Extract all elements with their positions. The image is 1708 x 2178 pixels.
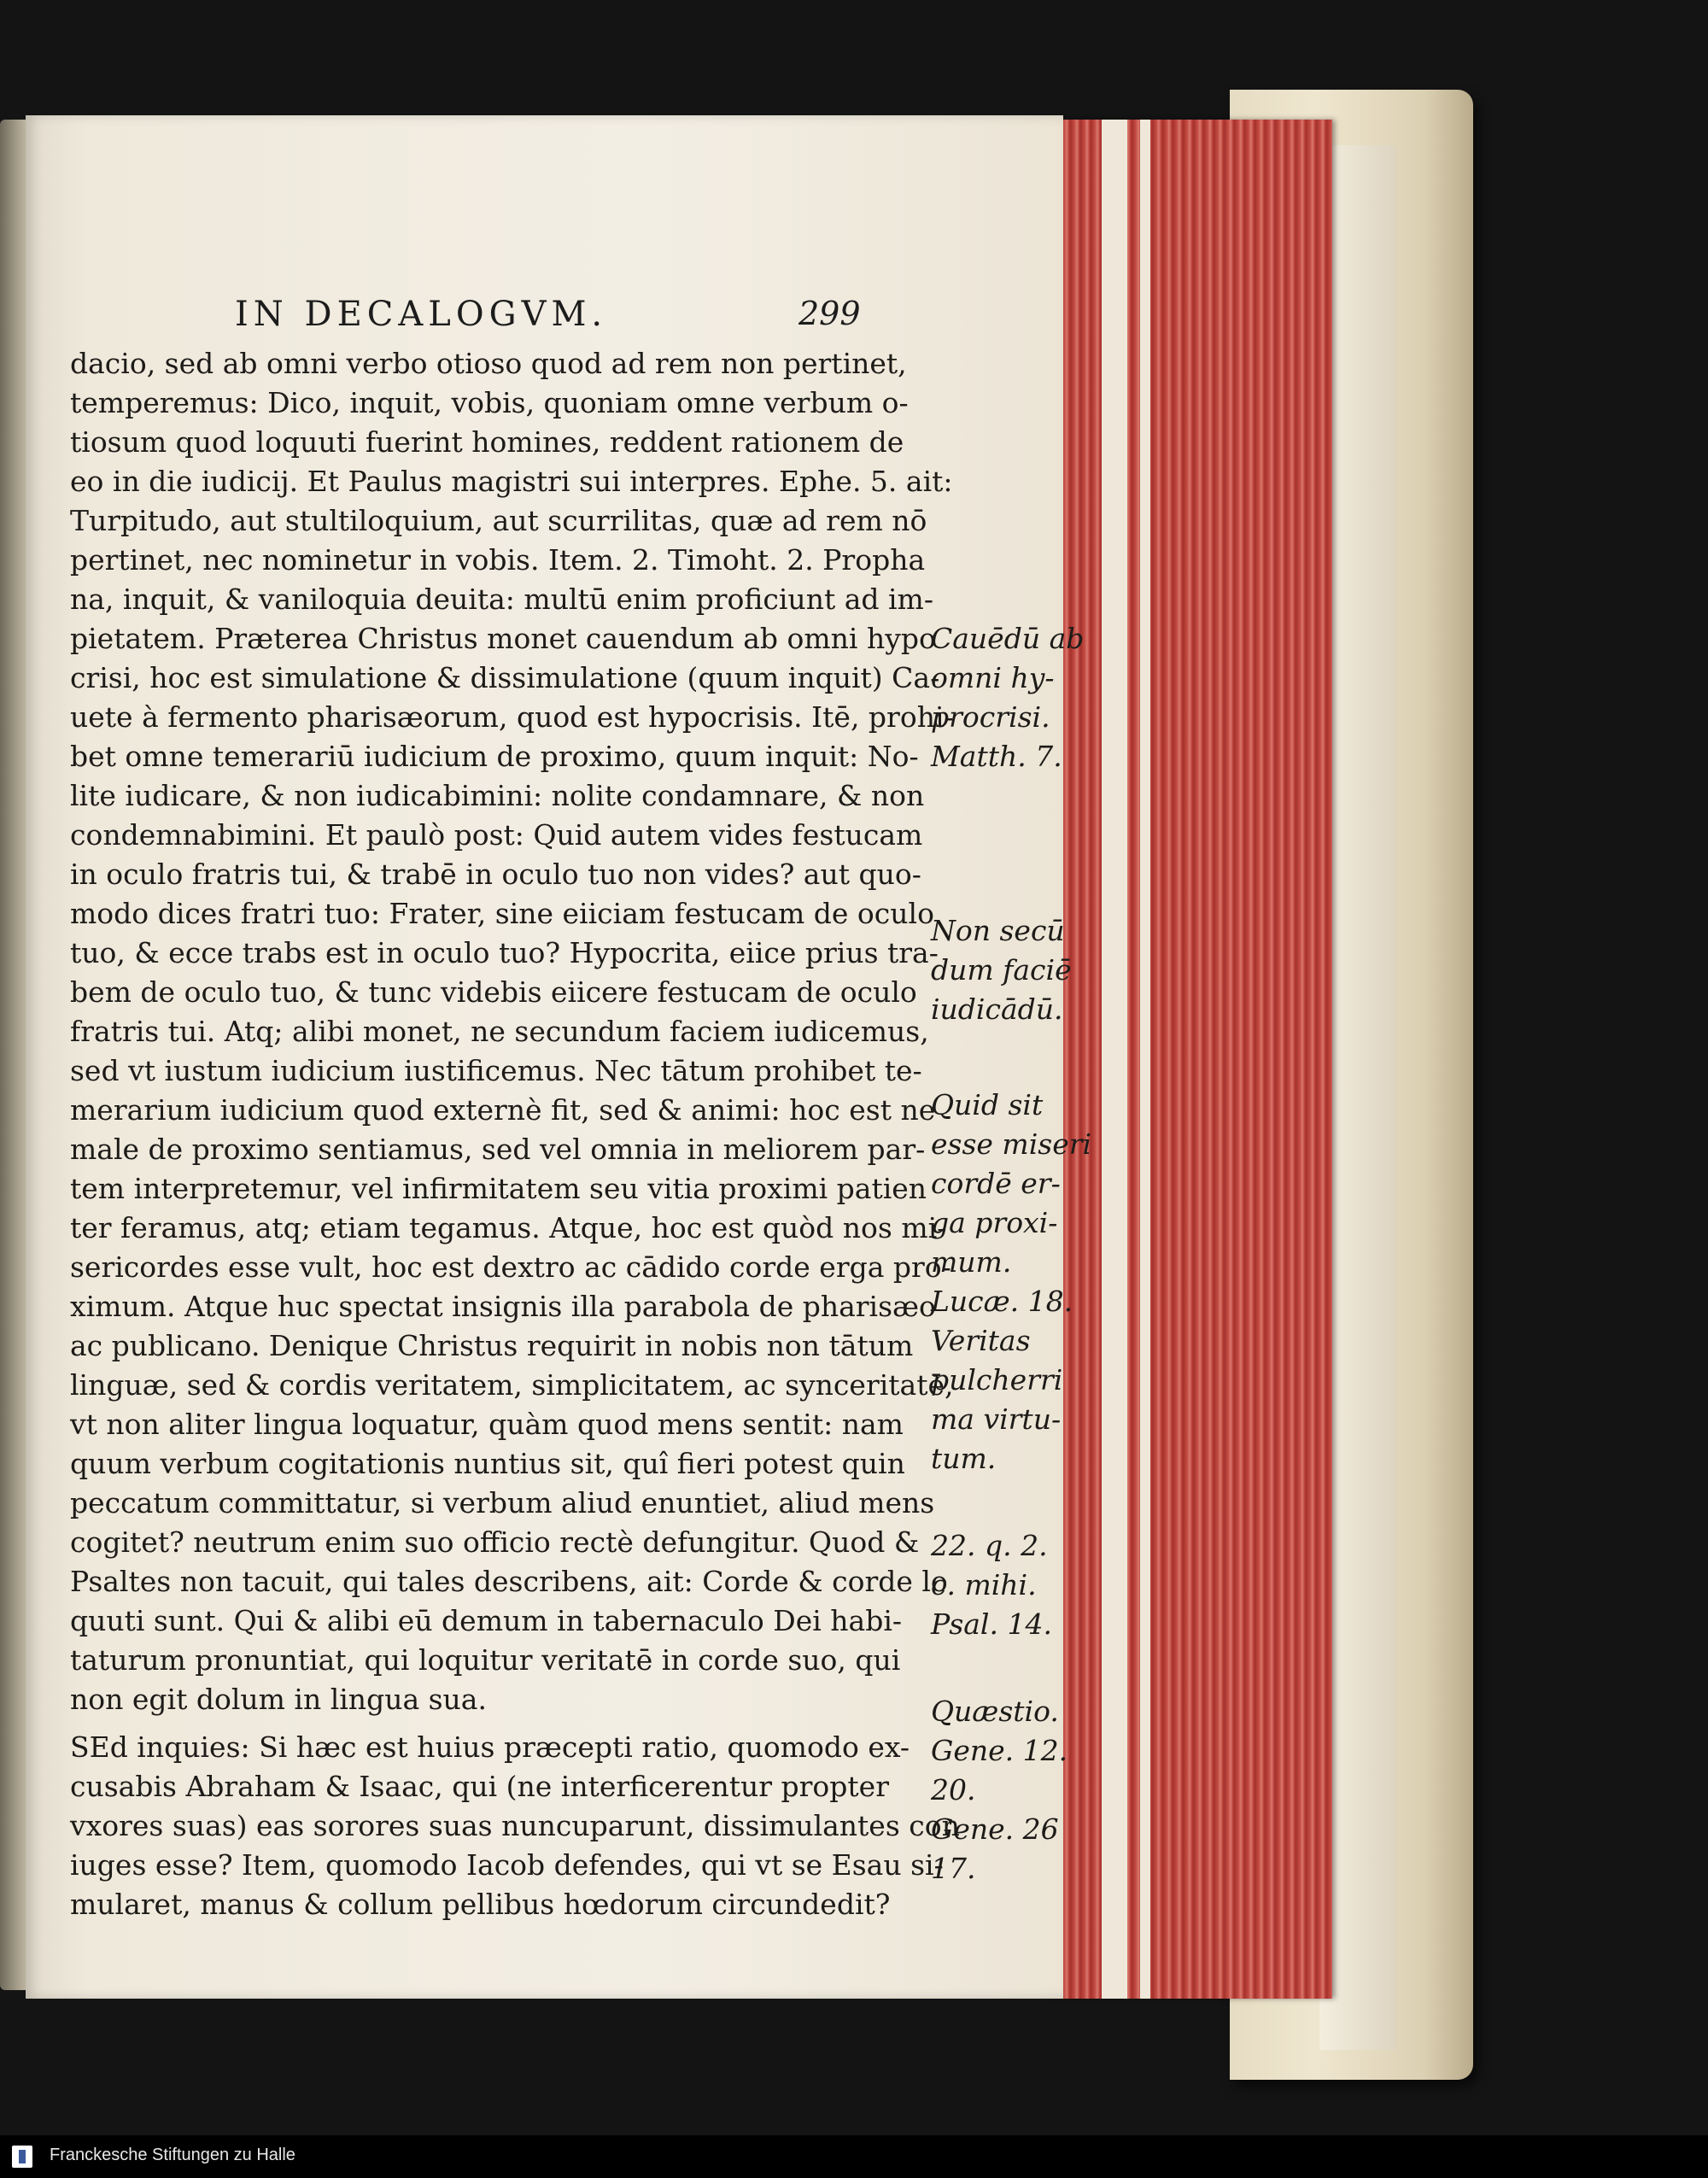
text-line: fratris tui. Atq; alibi monet, ne secundum faciem iudicemus, xyxy=(70,1015,929,1048)
margin-note: ma virtu- xyxy=(931,1402,1062,1436)
text-line: tem interpretemur, vel infirmitatem seu vitia proximi patien xyxy=(70,1172,927,1205)
text-line: pietatem. Præterea Christus monet cauendum ab omni hypo xyxy=(70,622,936,655)
text-line: sed vt iustum iudicium iustificemus. Nec tātum prohibet te- xyxy=(70,1054,922,1087)
text-line: pertinet, nec nominetur in vobis. Item. 2. Timoht. 2. Propha xyxy=(70,543,926,577)
text-line: cusabis Abraham & Isaac, qui (ne interficerentur propter xyxy=(70,1770,889,1803)
text-line: modo dices fratri tuo: Frater, sine eiiciam festucam de oculo xyxy=(70,897,934,930)
text-line: vxores suas) eas sorores suas nuncuparunt, dissimulantes con xyxy=(70,1809,960,1842)
margin-note: ga proxi- xyxy=(931,1206,1058,1239)
margin-note: Psal. 14. xyxy=(931,1607,1052,1641)
margin-note: 22. q. 2. xyxy=(931,1529,1048,1562)
margin-note: dum faciē xyxy=(931,953,1072,987)
margin-note: Gene. 12. xyxy=(931,1734,1068,1767)
book-page xyxy=(26,115,1092,1999)
page-edge-gap xyxy=(1102,120,1127,1999)
running-head: IN DECALOGVM. xyxy=(235,295,608,334)
text-line: uete à fermento pharisæorum, quod est hypocrisis. Itē, prohi- xyxy=(70,700,954,734)
margin-note: tum. xyxy=(931,1442,997,1475)
margin-note: 17. xyxy=(931,1852,976,1885)
margin-note: 20. xyxy=(931,1773,976,1806)
text-line: crisi, hoc est simulatione & dissimulatione (quum inquit) Ca- xyxy=(70,661,940,694)
text-line: quum verbum cogitationis nuntius sit, quî fieri potest quin xyxy=(70,1447,905,1480)
text-line: Psaltes non tacuit, qui tales describens, ait: Corde & corde lo xyxy=(70,1565,948,1598)
text-line: male de proximo sentiamus, sed vel omnia in meliorem par- xyxy=(70,1133,926,1166)
margin-note: c. mihi. xyxy=(931,1568,1037,1601)
margin-note: Gene. 26 xyxy=(931,1812,1059,1846)
margin-note: Non secū xyxy=(931,914,1065,947)
text-line: quuti sunt. Qui & alibi eū demum in tabernaculo Dei habi- xyxy=(70,1604,903,1637)
margin-note: iudicādū. xyxy=(931,992,1063,1026)
text-line: ac publicano. Denique Christus requirit in nobis non tātum xyxy=(70,1329,914,1362)
text-line: linguæ, sed & cordis veritatem, simplicitatem, ac synceritatē, xyxy=(70,1368,954,1402)
page-number: 299 xyxy=(798,295,861,332)
text-line: dacio, sed ab omni verbo otioso quod ad rem non pertinet, xyxy=(70,347,907,380)
text-line: condemnabimini. Et paulò post: Quid autem vides festucam xyxy=(70,818,923,852)
margin-note: Matth. 7. xyxy=(931,740,1062,773)
text-line: lite iudicare, & non iudicabimini: nolite condamnare, & non xyxy=(70,779,925,812)
text-line: tuo, & ecce trabs est in oculo tuo? Hypocrita, eiice prius tra- xyxy=(70,936,939,969)
margin-note: omni hy- xyxy=(931,661,1055,694)
margin-note: esse miseri xyxy=(931,1127,1092,1161)
text-line: SEd inquies: Si hæc est huius præcepti ratio, quomodo ex- xyxy=(70,1730,910,1764)
text-line: ter feramus, atq; etiam tegamus. Atque, hoc est quòd nos mi- xyxy=(70,1211,947,1244)
text-line: tiosum quod loquuti fuerint homines, reddent rationem de xyxy=(70,425,904,459)
text-line: Turpitudo, aut stultiloquium, aut scurrilitas, quæ ad rem nō xyxy=(70,504,927,537)
institution-logo-icon xyxy=(12,2146,32,2168)
text-line: eo in die iudicij. Et Paulus magistri sui interpres. Ephe. 5. ait: xyxy=(70,465,953,498)
text-line: ximum. Atque huc spectat insignis illa parabola de pharisæo xyxy=(70,1290,936,1323)
margin-note: Quid sit xyxy=(931,1088,1044,1121)
text-line: iuges esse? Item, quomodo Iacob defendes, qui vt se Esau si- xyxy=(70,1848,944,1882)
margin-note: cordē er- xyxy=(931,1167,1061,1200)
text-line: non egit dolum in lingua sua. xyxy=(70,1683,487,1716)
margin-note: Lucæ. 18. xyxy=(931,1285,1073,1318)
margin-note: Quæstio. xyxy=(931,1695,1059,1728)
footer-bar xyxy=(0,2135,1708,2178)
text-line: na, inquit, & vaniloquia deuita: multū enim proficiunt ad im- xyxy=(70,583,933,616)
text-line: bem de oculo tuo, & tunc videbis eiicere festucam de oculo xyxy=(70,975,917,1009)
page-edge-gap xyxy=(1140,120,1150,1999)
text-line: bet omne temerariū iudicium de proximo, quum inquit: No- xyxy=(70,740,919,773)
text-line: mularet, manus & collum pellibus hœdorum circundedit? xyxy=(70,1888,891,1921)
margin-note: mum. xyxy=(931,1245,1012,1279)
text-line: vt non aliter lingua loquatur, quàm quod mens sentit: nam xyxy=(70,1408,904,1441)
text-line: taturum pronuntiat, qui loquitur veritatē in corde suo, qui xyxy=(70,1643,901,1677)
text-line: temperemus: Dico, inquit, vobis, quoniam omne verbum o- xyxy=(70,386,909,419)
text-line: peccatum committatur, si verbum aliud enuntiet, aliud mens xyxy=(70,1486,935,1519)
margin-note: Cauēdū ab xyxy=(931,622,1085,655)
margin-note: pulcherri xyxy=(931,1363,1063,1396)
margin-note: procrisi. xyxy=(931,700,1050,734)
footer-credit: Franckesche Stiftungen zu Halle xyxy=(50,2146,295,2164)
text-line: sericordes esse vult, hoc est dextro ac cādido corde erga pro- xyxy=(70,1250,951,1284)
margin-note: Veritas xyxy=(931,1324,1031,1357)
text-line: in oculo fratris tui, & trabē in oculo tuo non vides? aut quo- xyxy=(70,858,921,891)
red-page-edges xyxy=(1050,120,1332,1999)
text-line: merarium iudicium quod externè fit, sed & animi: hoc est ne xyxy=(70,1093,936,1127)
text-line: cogitet? neutrum enim suo officio rectè defungitur. Quod & xyxy=(70,1525,920,1559)
